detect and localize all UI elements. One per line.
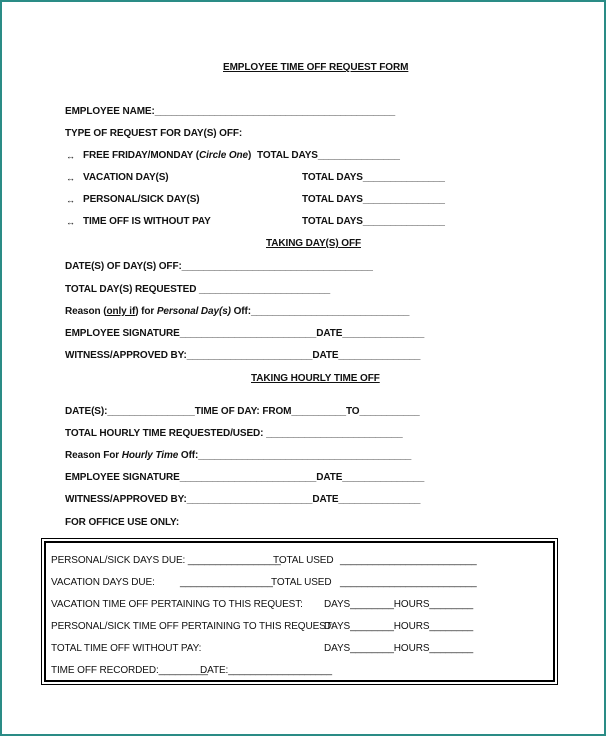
bullet-icon: ↔ xyxy=(66,217,75,227)
vacation-days-hours-field[interactable]: DAYS________HOURS________ xyxy=(324,599,474,610)
vacation-total-used-label: TOTAL USED xyxy=(271,577,332,588)
personal-days-hours-field[interactable]: DAYS________HOURS________ xyxy=(324,621,474,632)
request-free-friday[interactable]: FREE FRIDAY/MONDAY (Circle One) xyxy=(83,150,252,161)
section-taking-days-off: TAKING DAY(S) OFF xyxy=(266,238,361,249)
request-without-pay[interactable]: TIME OFF IS WITHOUT PAY xyxy=(83,216,211,227)
time-off-recorded-field[interactable]: TIME OFF RECORDED:_________ xyxy=(51,665,208,676)
vacation-time-pertaining-label: VACATION TIME OFF PERTAINING TO THIS REQUEST: xyxy=(51,599,303,610)
without-pay-days-hours-field[interactable]: DAYS________HOURS________ xyxy=(324,643,474,654)
days-witness-approved-field[interactable]: WITNESS/APPROVED BY:_______________________DATE_______________ xyxy=(65,350,421,361)
total-days-requested-field[interactable]: TOTAL DAY(S) REQUESTED ________________________ xyxy=(65,284,331,295)
request-personal-sick[interactable]: PERSONAL/SICK DAY(S) xyxy=(83,194,200,205)
personal-day-reason-field[interactable]: Reason (only if) for Personal Day(s) Off:_____________________________ xyxy=(65,306,410,317)
total-without-pay-label: TOTAL TIME OFF WITHOUT PAY: xyxy=(51,643,202,654)
employee-name-field[interactable]: EMPLOYEE NAME:____________________________________________ xyxy=(65,106,396,117)
hourly-employee-signature-field[interactable]: EMPLOYEE SIGNATURE_________________________DATE_______________ xyxy=(65,472,425,483)
hourly-witness-approved-field[interactable]: WITNESS/APPROVED BY:_______________________DATE_______________ xyxy=(65,494,421,505)
vacation-total-days[interactable]: TOTAL DAYS_______________ xyxy=(302,172,445,183)
type-of-request-label: TYPE OF REQUEST FOR DAY(S) OFF: xyxy=(65,128,243,139)
hourly-reason-field[interactable]: Reason For Hourly Time Off:_______________________________________ xyxy=(65,450,412,461)
free-friday-total-days[interactable]: TOTAL DAYS_______________ xyxy=(257,150,400,161)
vacation-days-due-label: VACATION DAYS DUE: xyxy=(51,577,155,588)
personal-total-used-field[interactable]: _________________________ xyxy=(340,555,477,566)
section-taking-hourly-time-off: TAKING HOURLY TIME OFF xyxy=(251,373,380,384)
personal-time-pertaining-label: PERSONAL/SICK TIME OFF PERTAINING TO THIS REQUEST: xyxy=(51,621,334,632)
personal-total-used-label: TOTAL USED xyxy=(273,555,334,566)
bullet-icon: ↔ xyxy=(66,173,75,183)
total-hourly-time-field[interactable]: TOTAL HOURLY TIME REQUESTED/USED: _________________________ xyxy=(65,428,403,439)
vacation-days-due-field[interactable]: _________________ xyxy=(180,577,273,588)
days-off-dates-field[interactable]: DATE(S) OF DAY(S) OFF:___________________________________ xyxy=(65,261,373,272)
bullet-icon: ↔ xyxy=(66,195,75,205)
hourly-dates-time-field[interactable]: DATE(S):________________TIME OF DAY: FROM__________TO___________ xyxy=(65,406,420,417)
personal-sick-days-due-field[interactable]: PERSONAL/SICK DAYS DUE: _________________ xyxy=(51,555,281,566)
request-vacation[interactable]: VACATION DAY(S) xyxy=(83,172,169,183)
days-employee-signature-field[interactable]: EMPLOYEE SIGNATURE_________________________DATE_______________ xyxy=(65,328,425,339)
recorded-date-field[interactable]: DATE:___________________ xyxy=(200,665,332,676)
form-title: EMPLOYEE TIME OFF REQUEST FORM xyxy=(223,62,409,73)
personal-sick-total-days[interactable]: TOTAL DAYS_______________ xyxy=(302,194,445,205)
office-use-label: FOR OFFICE USE ONLY: xyxy=(65,517,180,528)
bullet-icon: ↔ xyxy=(66,151,75,161)
vacation-total-used-field[interactable]: _________________________ xyxy=(340,577,477,588)
without-pay-total-days[interactable]: TOTAL DAYS_______________ xyxy=(302,216,445,227)
